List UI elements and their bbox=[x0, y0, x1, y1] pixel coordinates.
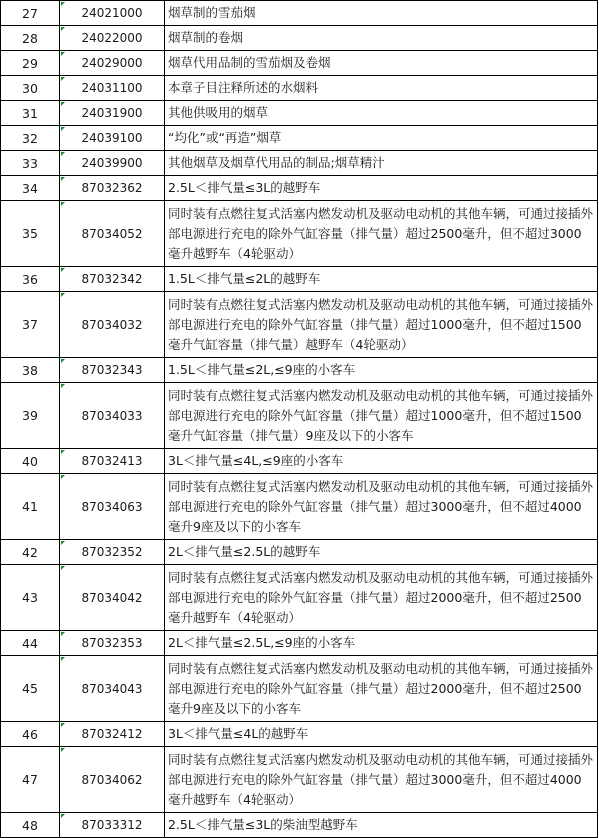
row-number: 36 bbox=[1, 267, 60, 292]
item-description: 同时装有点燃往复式活塞内燃发动机及驱动电动机的其他车辆，可通过接插外部电源进行充电的除外气缸容量（排气量）超过1000毫升，但不超过1500毫升气缸容量（排气量）越野车（4轮驱动） bbox=[165, 292, 598, 358]
table-row bbox=[1, 292, 598, 358]
tariff-code: 24021000 bbox=[60, 1, 165, 26]
tariff-code: 87034032 bbox=[60, 292, 165, 358]
item-description: 同时装有点燃往复式活塞内燃发动机及驱动电动机的其他车辆，可通过接插外部电源进行充电的除外气缸容量（排气量）超过3000毫升，但不超过4000毫升9座及以下的小客车 bbox=[165, 474, 598, 540]
item-description: 2L＜排气量≤2.5L的越野车 bbox=[165, 540, 598, 565]
row-number: 48 bbox=[1, 813, 60, 838]
table-row bbox=[1, 449, 598, 474]
row-number: 35 bbox=[1, 201, 60, 267]
row-number: 30 bbox=[1, 76, 60, 101]
table-row bbox=[1, 151, 598, 176]
tariff-code: 24022000 bbox=[60, 26, 165, 51]
item-description: 2.5L＜排气量≤3L的柴油型越野车 bbox=[165, 813, 598, 838]
tariff-code: 87034042 bbox=[60, 565, 165, 631]
table-row bbox=[1, 565, 598, 631]
tariff-code: 24039100 bbox=[60, 126, 165, 151]
row-number: 27 bbox=[1, 1, 60, 26]
item-description: 烟草制的雪茄烟 bbox=[165, 1, 598, 26]
table-row bbox=[1, 51, 598, 76]
tariff-code: 87034063 bbox=[60, 474, 165, 540]
row-number: 45 bbox=[1, 656, 60, 722]
table-row bbox=[1, 1, 598, 26]
table-row bbox=[1, 101, 598, 126]
tariff-code: 87032343 bbox=[60, 358, 165, 383]
item-description: 烟草代用品制的雪茄烟及卷烟 bbox=[165, 51, 598, 76]
item-description: 3L＜排气量≤4L的越野车 bbox=[165, 722, 598, 747]
tariff-code: 87032353 bbox=[60, 631, 165, 656]
item-description: 3L＜排气量≤4L,≤9座的小客车 bbox=[165, 449, 598, 474]
table-row bbox=[1, 26, 598, 51]
row-number: 41 bbox=[1, 474, 60, 540]
table-row bbox=[1, 383, 598, 449]
table-row bbox=[1, 201, 598, 267]
tariff-code: 87034033 bbox=[60, 383, 165, 449]
table-row bbox=[1, 656, 598, 722]
tariff-code: 87032352 bbox=[60, 540, 165, 565]
table-row bbox=[1, 631, 598, 656]
row-number: 33 bbox=[1, 151, 60, 176]
tariff-code: 24029000 bbox=[60, 51, 165, 76]
table-row bbox=[1, 176, 598, 201]
row-number: 46 bbox=[1, 722, 60, 747]
item-description: 2.5L＜排气量≤3L的越野车 bbox=[165, 176, 598, 201]
tariff-code: 87034052 bbox=[60, 201, 165, 267]
tariff-code: 87032413 bbox=[60, 449, 165, 474]
table-row bbox=[1, 267, 598, 292]
item-description: 2L＜排气量≤2.5L,≤9座的小客车 bbox=[165, 631, 598, 656]
item-description: 同时装有点燃往复式活塞内燃发动机及驱动电动机的其他车辆，可通过接插外部电源进行充电的除外气缸容量（排气量）超过2500毫升，但不超过3000毫升越野车（4轮驱动） bbox=[165, 201, 598, 267]
row-number: 42 bbox=[1, 540, 60, 565]
row-number: 37 bbox=[1, 292, 60, 358]
item-description: 同时装有点燃往复式活塞内燃发动机及驱动电动机的其他车辆，可通过接插外部电源进行充电的除外气缸容量（排气量）超过2000毫升，但不超过2500毫升越野车（4轮驱动） bbox=[165, 565, 598, 631]
tariff-code: 87034043 bbox=[60, 656, 165, 722]
row-number: 38 bbox=[1, 358, 60, 383]
row-number: 47 bbox=[1, 747, 60, 813]
row-number: 28 bbox=[1, 26, 60, 51]
row-number: 43 bbox=[1, 565, 60, 631]
table-row bbox=[1, 358, 598, 383]
tariff-code: 24039900 bbox=[60, 151, 165, 176]
table-row bbox=[1, 722, 598, 747]
item-description: 1.5L＜排气量≤2L,≤9座的小客车 bbox=[165, 358, 598, 383]
row-number: 34 bbox=[1, 176, 60, 201]
item-description: 同时装有点燃往复式活塞内燃发动机及驱动电动机的其他车辆，可通过接插外部电源进行充电的除外气缸容量（排气量）超过2000毫升，但不超过2500毫升9座及以下的小客车 bbox=[165, 656, 598, 722]
table-row bbox=[1, 76, 598, 101]
tariff-code: 87034062 bbox=[60, 747, 165, 813]
tariff-code: 87033312 bbox=[60, 813, 165, 838]
table-row bbox=[1, 126, 598, 151]
tariff-code: 87032412 bbox=[60, 722, 165, 747]
table-row bbox=[1, 540, 598, 565]
item-description: 1.5L＜排气量≤2L的越野车 bbox=[165, 267, 598, 292]
row-number: 32 bbox=[1, 126, 60, 151]
tariff-code: 87032362 bbox=[60, 176, 165, 201]
item-description: “均化”或“再造”烟草 bbox=[165, 126, 598, 151]
item-description: 其他烟草及烟草代用品的制品;烟草精汁 bbox=[165, 151, 598, 176]
table-row bbox=[1, 474, 598, 540]
item-description: 本章子目注释所述的水烟料 bbox=[165, 76, 598, 101]
item-description: 其他供吸用的烟草 bbox=[165, 101, 598, 126]
table-row bbox=[1, 813, 598, 838]
tariff-code: 24031100 bbox=[60, 76, 165, 101]
row-number: 29 bbox=[1, 51, 60, 76]
row-number: 40 bbox=[1, 449, 60, 474]
row-number: 31 bbox=[1, 101, 60, 126]
tariff-code: 24031900 bbox=[60, 101, 165, 126]
item-description: 同时装有点燃往复式活塞内燃发动机及驱动电动机的其他车辆，可通过接插外部电源进行充电的除外气缸容量（排气量）超过1000毫升，但不超过1500毫升气缸容量（排气量）9座及以下的小客车 bbox=[165, 383, 598, 449]
row-number: 44 bbox=[1, 631, 60, 656]
item-description: 同时装有点燃往复式活塞内燃发动机及驱动电动机的其他车辆，可通过接插外部电源进行充电的除外气缸容量（排气量）超过3000毫升，但不超过4000毫升越野车（4轮驱动） bbox=[165, 747, 598, 813]
tariff-code: 87032342 bbox=[60, 267, 165, 292]
item-description: 烟草制的卷烟 bbox=[165, 26, 598, 51]
row-number: 39 bbox=[1, 383, 60, 449]
